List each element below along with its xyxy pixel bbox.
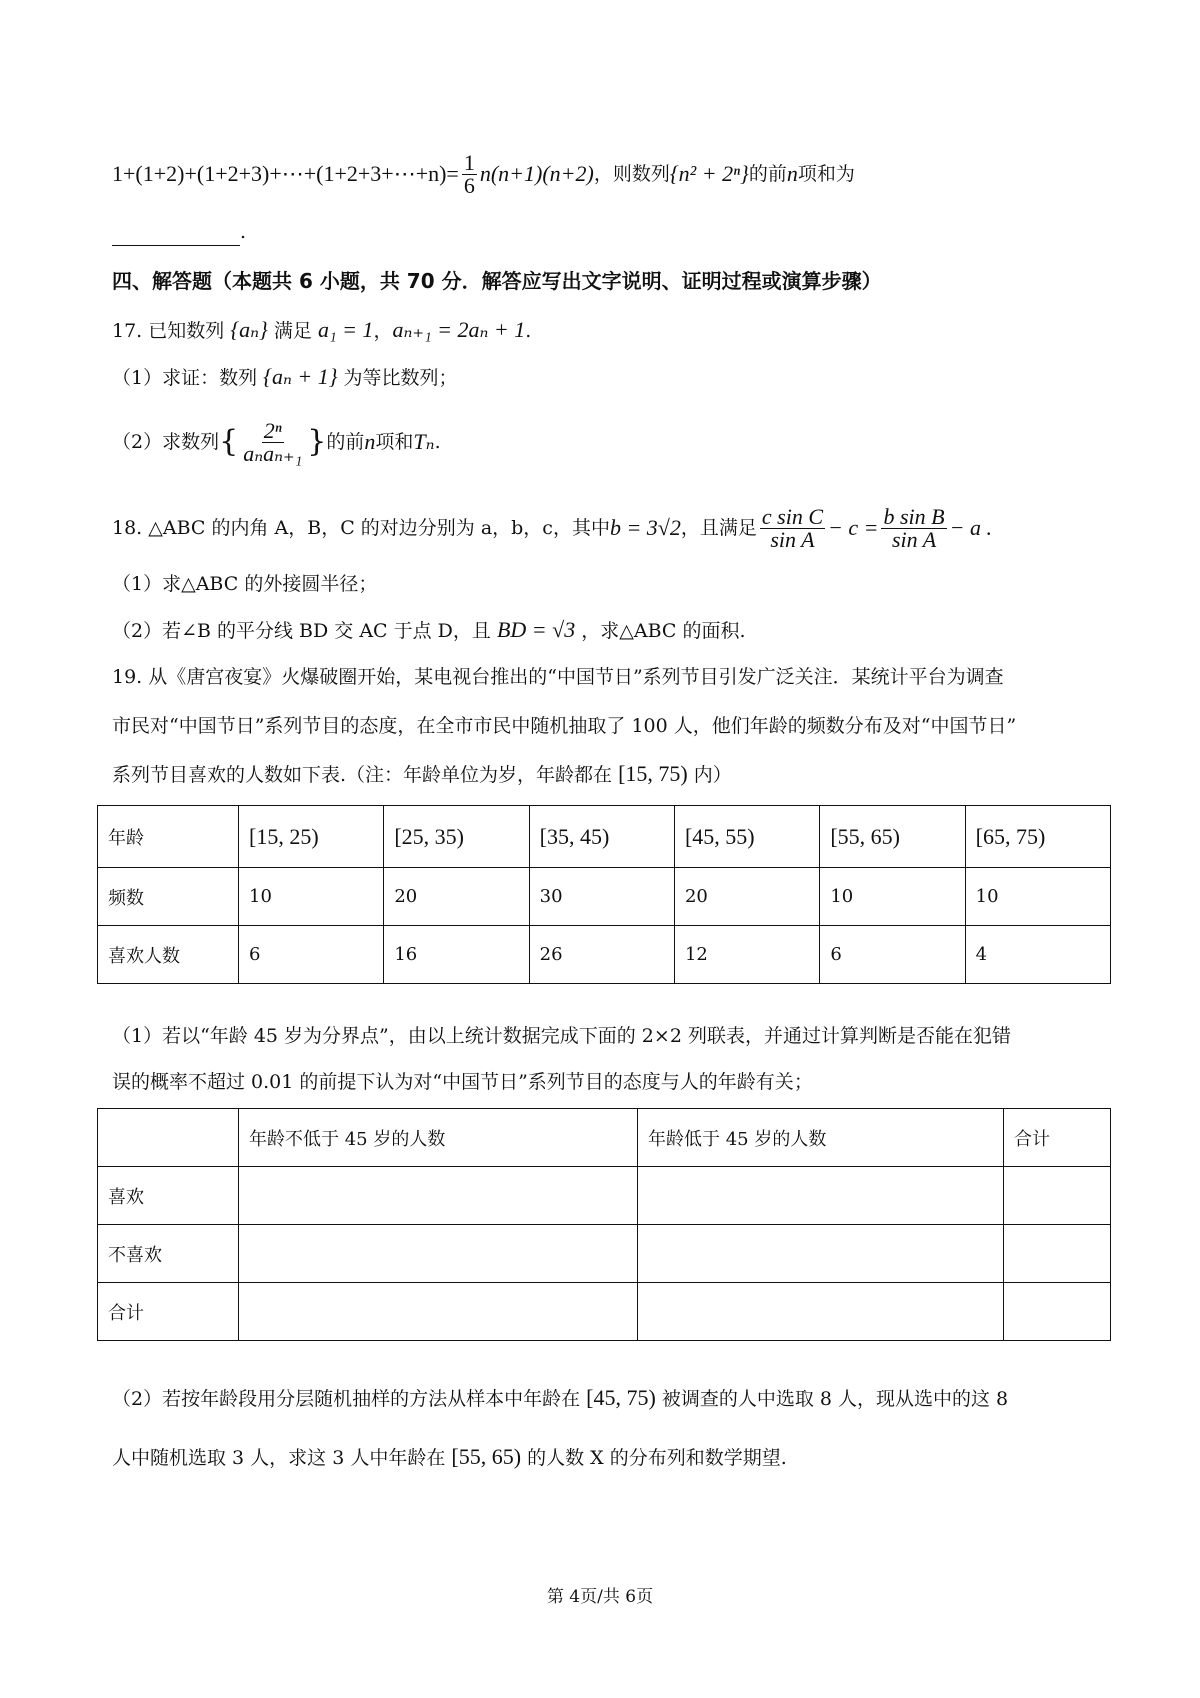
- table-cell: [239, 1225, 638, 1283]
- p17-q2-den: aₙaₙ₊₁: [243, 440, 303, 466]
- table-cell: [239, 1283, 638, 1341]
- table-cell: 16: [384, 926, 529, 984]
- p19-line3-a: 系列节目喜欢的人数如下表.（注：年龄单位为岁，年龄都在: [112, 764, 613, 786]
- table-row: [98, 1167, 1111, 1225]
- table-row: [98, 868, 1111, 926]
- p17-q2-a: （2）求数列: [112, 431, 220, 453]
- table-cell: 不喜欢: [98, 1225, 239, 1283]
- table-row: [98, 1109, 1111, 1167]
- p18-f1-den: sin A: [770, 526, 815, 552]
- p18-tail: − a .: [949, 515, 992, 540]
- p18-mid: − c =: [828, 515, 879, 540]
- p19-q2-2b: 的人数 X 的分布列和数学期望.: [527, 1447, 787, 1469]
- table-cell: 年龄不低于 45 岁的人数: [239, 1109, 638, 1167]
- p19-line2: 市民对“中国节日”系列节目的态度，在全市市民中随机抽取了 100 人，他们年龄的频数分布及对“中国节日”: [112, 715, 1017, 737]
- p18-q2-b: ，求△ABC 的面积.: [581, 620, 746, 642]
- table-cell: 4: [965, 926, 1110, 984]
- p17-q1-seq: {aₙ + 1}: [263, 364, 338, 389]
- p17-stem-b: 满足: [273, 320, 312, 342]
- p19-q2-2a: 人中随机选取 3 人，求这 3 人中年龄在: [112, 1447, 446, 1469]
- table-cell: 年龄低于 45 岁的人数: [638, 1109, 1004, 1167]
- prev-text-end: 的前: [748, 163, 787, 185]
- table-cell: 10: [239, 868, 384, 926]
- table-cell: 30: [529, 868, 674, 926]
- table-cell: [35, 45): [529, 806, 674, 868]
- table-cell: 合计: [1004, 1109, 1111, 1167]
- p18-frac2: [881, 503, 946, 552]
- table-cell: [1004, 1283, 1111, 1341]
- p18-f1-num: c sin C: [761, 503, 824, 529]
- p17-q2-c: 项和: [375, 431, 414, 453]
- table-cell: 合计: [98, 1283, 239, 1341]
- p19-line3: [112, 760, 732, 789]
- table-cell: [25, 35): [384, 806, 529, 868]
- table-cell: 喜欢: [98, 1167, 239, 1225]
- p18-b-val: b = 3√2: [609, 515, 681, 540]
- table-row: [98, 1283, 1111, 1341]
- p17-cond2: aₙ₊₁ = 2aₙ + 1: [392, 317, 526, 342]
- p18-q2: [112, 616, 746, 645]
- p17-q1: [112, 363, 458, 392]
- p17-q2: [112, 408, 441, 476]
- p18-stem: [112, 502, 992, 554]
- table-cell: [65, 75): [965, 806, 1110, 868]
- prev-formula-right: n(n+1)(n+2): [479, 161, 594, 186]
- table-cell: [1004, 1167, 1111, 1225]
- right-brace: }: [307, 424, 327, 459]
- prev-formula-left: 1+(1+2)+(1+2+3)+⋯+(1+2+3+⋯+n)=: [112, 161, 459, 186]
- table-cell: 26: [529, 926, 674, 984]
- p18-q2-val: BD = √3: [496, 617, 576, 642]
- table-cell: [638, 1283, 1004, 1341]
- table-cell: 10: [820, 868, 965, 926]
- prev-seq: {n² + 2ⁿ}: [669, 161, 749, 186]
- table-cell: 12: [674, 926, 819, 984]
- p19-q2-1a: （2）若按年龄段用分层随机抽样的方法从样本中年龄在: [112, 1388, 581, 1410]
- age-frequency-table: [97, 805, 1111, 984]
- p17-stem-a: 17. 已知数列: [112, 320, 225, 342]
- p18-f2-den: sin A: [891, 526, 937, 552]
- p19-line1: 19. 从《唐宫夜宴》火爆破圈开始，某电视台推出的“中国节日”系列节目引发广泛关注．某统计平台为调查: [112, 666, 1004, 688]
- p17-cond1: a₁ = 1: [317, 317, 374, 342]
- table-cell: 10: [965, 868, 1110, 926]
- p19-q1-line2: 误的概率不超过 0.01 的前提下认为对“中国节日”系列节目的态度与人的年龄有关；: [112, 1071, 813, 1093]
- p19-q2-line1: [112, 1384, 1008, 1413]
- p18-q2-a: （2）若∠B 的平分线 BD 交 AC 于点 D，且: [112, 620, 491, 642]
- p17-q2-T: Tₙ: [413, 429, 435, 454]
- p19-line3-interval: [15, 75): [618, 761, 688, 786]
- p19-q2-interval1: [45, 75): [586, 1385, 656, 1410]
- table-cell: 20: [674, 868, 819, 926]
- p17-q1-b: 为等比数列；: [343, 367, 458, 389]
- prev-fraction: [462, 149, 477, 198]
- prev-text-mid: ，则数列: [593, 163, 670, 185]
- p19-q2-1b: 被调查的人中选取 8 人，现从选中的这 8: [661, 1388, 1009, 1410]
- table-row: [98, 806, 1111, 868]
- p17-comma: ，: [373, 320, 393, 342]
- p19-line3-b: 内）: [693, 764, 732, 786]
- table-cell: 喜欢人数: [98, 926, 239, 984]
- p18-frac1: [760, 503, 825, 552]
- table-cell: [1004, 1225, 1111, 1283]
- p18-stem-a: 18. △ABC 的内角 A，B，C 的对边分别为 a，b，c，其中: [112, 517, 610, 539]
- p18-f2-num: b sin B: [883, 503, 945, 529]
- blank-period: .: [240, 221, 247, 243]
- table-cell: [239, 1167, 638, 1225]
- contingency-table: [97, 1108, 1111, 1341]
- p18-q1: （1）求△ABC 的外接圆半径；: [112, 573, 378, 595]
- table-cell: [638, 1167, 1004, 1225]
- prev-frac-num: 1: [463, 149, 475, 175]
- prev-answer-blank: [112, 218, 246, 246]
- p17-q2-d: .: [434, 431, 441, 453]
- p17-q2-fraction: [241, 417, 304, 466]
- table-row: [98, 926, 1111, 984]
- p19-q2-line2: [112, 1443, 787, 1472]
- p18-stem-b: ，且满足: [680, 517, 757, 539]
- prev-problem-formula: [112, 148, 855, 200]
- p17-q2-num: 2ⁿ: [263, 417, 282, 443]
- p17-q2-n: n: [364, 429, 376, 454]
- page-footer: 第 4页/共 6页: [546, 1587, 654, 1607]
- table-cell: [638, 1225, 1004, 1283]
- p19-q2-interval2: [55, 65): [451, 1444, 522, 1469]
- table-cell: [45, 55): [674, 806, 819, 868]
- table-cell: 6: [239, 926, 384, 984]
- p17-seq: {aₙ}: [230, 317, 268, 342]
- prev-frac-den: 6: [463, 172, 475, 198]
- table-cell: [15, 25): [239, 806, 384, 868]
- answer-blank: [112, 227, 240, 246]
- table-cell: 年龄: [98, 806, 239, 868]
- table-row: [98, 1225, 1111, 1283]
- p17-period: .: [525, 320, 532, 342]
- p17-stem: [112, 316, 531, 345]
- table-cell: 20: [384, 868, 529, 926]
- section-heading: 四、解答题（本题共 6 小题，共 70 分．解答应写出文字说明、证明过程或演算步骤）: [112, 269, 882, 293]
- prev-n: n: [786, 161, 798, 186]
- left-brace: {: [219, 424, 239, 459]
- p19-q1-line1: （1）若以“年龄 45 岁为分界点”，由以上统计数据完成下面的 2×2 列联表，并通过计算判断是否能在犯错: [112, 1025, 1011, 1047]
- prev-text-end2: 项和为: [797, 163, 855, 185]
- table-cell: 频数: [98, 868, 239, 926]
- table-cell: [98, 1109, 239, 1167]
- p17-q2-b: 的前: [326, 431, 365, 453]
- p17-q1-a: （1）求证：数列: [112, 367, 258, 389]
- table-cell: 6: [820, 926, 965, 984]
- table-cell: [55, 65): [820, 806, 965, 868]
